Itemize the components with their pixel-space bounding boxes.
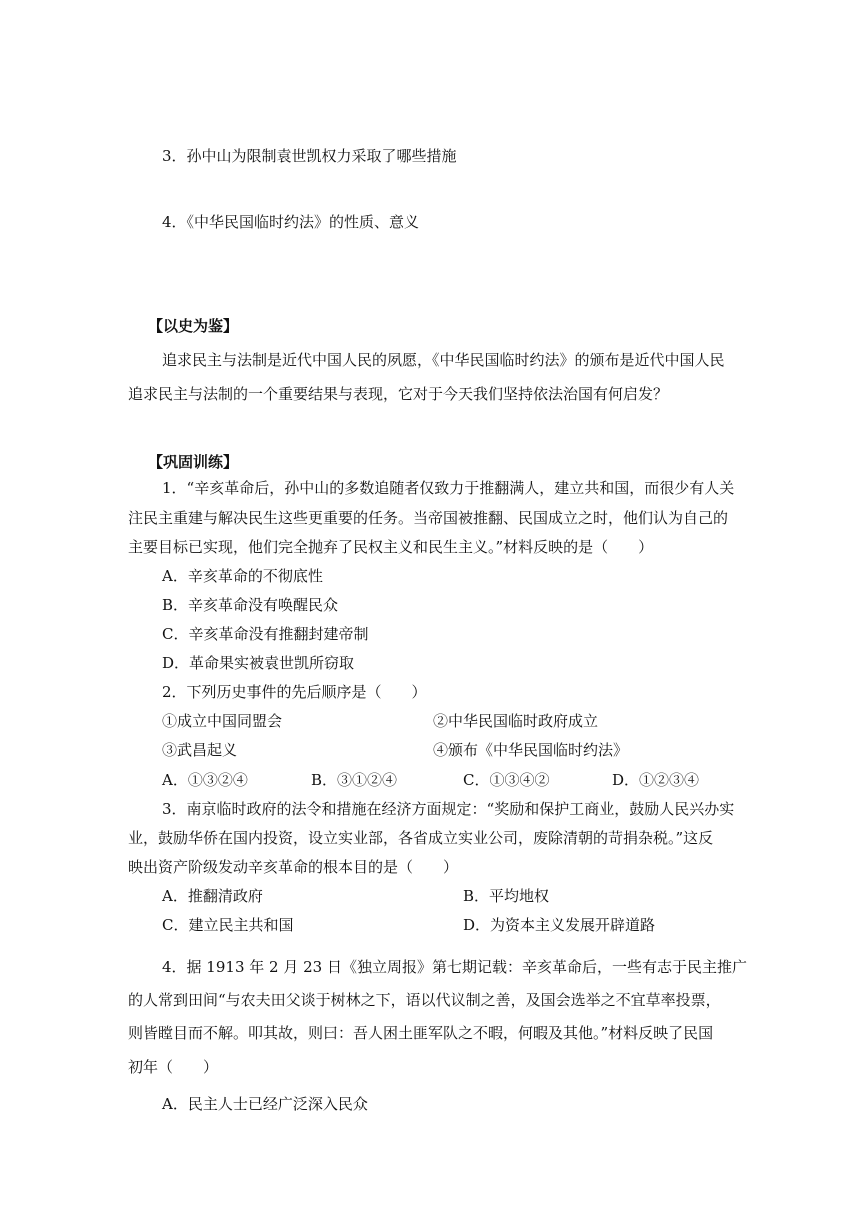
- question-3-review: 3．孙中山为限制袁世凯权力采取了哪些措施: [162, 147, 457, 165]
- practice-q4-option-a: A．民主人士已经广泛深入民众: [162, 1095, 368, 1113]
- history-lesson-heading: 【以史为鉴】: [148, 317, 239, 335]
- practice-q1-option-a: A．辛亥革命的不彻底性: [162, 567, 323, 585]
- practice-q3-option-b: B．平均地权: [463, 887, 550, 905]
- practice-q1-option-c: C．辛亥革命没有推翻封建帝制: [162, 625, 369, 643]
- practice-q2-event-1: ①成立中国同盟会: [162, 712, 283, 730]
- practice-q2-event-3: ③武昌起义: [162, 741, 238, 759]
- practice-q2-event-2: ②中华民国临时政府成立: [433, 712, 599, 730]
- practice-q2-option-a: A．①③②④: [162, 771, 248, 789]
- practice-q4-line-2: 的人常到田间“与农夫田父谈于树林之下，语以代议制之善，及国会选举之不宜草率投票，: [128, 991, 721, 1009]
- practice-q2-stem: 2．下列历史事件的先后顺序是（ ）: [162, 683, 427, 701]
- practice-q2-option-c: C．①③④②: [463, 771, 550, 789]
- practice-q4-line-4: 初年（ ）: [128, 1058, 219, 1076]
- practice-q3-option-d: D．为资本主义发展开辟道路: [463, 916, 656, 934]
- practice-q3-line-3: 映出资产阶级发动辛亥革命的根本目的是（ ）: [128, 858, 459, 876]
- practice-q1-line-1: 1．“辛亥革命后，孙中山的多数追随者仅致力于推翻满人，建立共和国，而很少有人关: [162, 479, 735, 497]
- practice-q2-event-4: ④颁布《中华民国临时约法》: [433, 741, 629, 759]
- practice-q4-line-3: 则皆瞠目而不解。叩其故，则曰：吾人困土匪军队之不暇，何暇及其他。”材料反映了民国: [128, 1024, 714, 1042]
- history-lesson-paragraph-line-2: 追求民主与法制的一个重要结果与表现，它对于今天我们坚持依法治国有何启发？: [128, 385, 669, 403]
- practice-q1-line-2: 注民主重建与解决民生这些更重要的任务。当帝国被推翻、民国成立之时，他们认为自己的: [128, 509, 729, 527]
- practice-q3-option-c: C．建立民主共和国: [162, 916, 294, 934]
- practice-q3-option-a: A．推翻清政府: [162, 887, 263, 905]
- practice-q1-option-d: D．革命果实被袁世凯所窃取: [162, 654, 355, 672]
- practice-q2-option-d: D．①②③④: [612, 771, 700, 789]
- practice-q3-line-2: 业，鼓励华侨在国内投资，设立实业部，各省成立实业公司，废除清朝的苛捐杂税。”这反: [128, 829, 714, 847]
- practice-q2-option-b: B．③①②④: [311, 771, 398, 789]
- question-4-review: 4．《中华民国临时约法》的性质、意义: [162, 213, 420, 231]
- practice-q4-line-1: 4．据 1913 年 2 月 23 日《独立周报》第七期记载：辛亥革命后，一些有志于民主推广: [162, 958, 747, 976]
- history-lesson-paragraph-line-1: 追求民主与法制是近代中国人民的夙愿，《中华民国临时约法》的颁布是近代中国人民: [162, 351, 725, 369]
- practice-q1-line-3: 主要目标已实现，他们完全抛弃了民权主义和民生主义。”材料反映的是（ ）: [128, 538, 654, 556]
- practice-q1-option-b: B．辛亥革命没有唤醒民众: [162, 596, 339, 614]
- practice-heading: 【巩固训练】: [148, 453, 239, 471]
- practice-q3-line-1: 3．南京临时政府的法令和措施在经济方面规定：“奖励和保护工商业，鼓励人民兴办实: [162, 800, 735, 818]
